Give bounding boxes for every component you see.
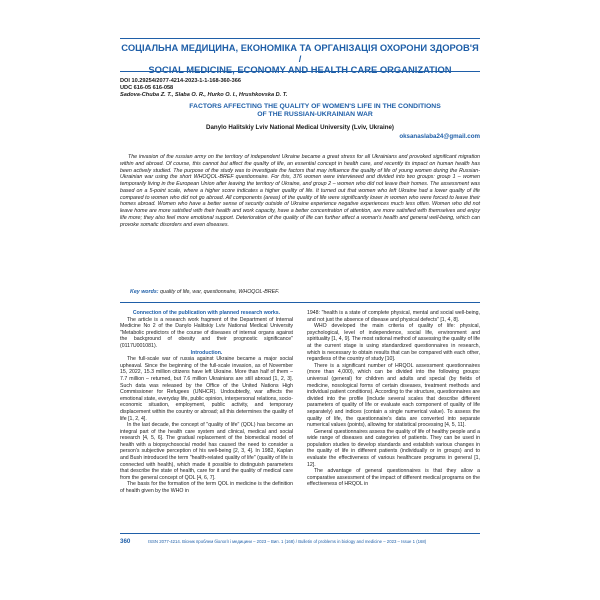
paragraph: There is a significant number of HRQOL assessment questionnaires (more than 4,000), which can be divided into the following groups: universal (general) for children and adults and special (by fields of medicine, nosological forms of certain diseases, treatment methods and individual patient conditions). According to the structure, questionnaires are divided into the profile (include several scales that describe different parameters of quality of life or evaluate each component of quality of life separately) and indices (contain a single numerical value). To assess the quality of life, the questionnaire's data are converted into separate numerical values (points), allowing for statistical processing [4, 5, 11]. [307, 362, 480, 429]
connection-heading: Connection of the publication with planned research works. [132, 310, 281, 316]
paragraph: The article is a research work fragment of the Department of Internal Medicine No 2 of the Danylo Halitskiy Lviv National Medical University "Metabolic predictors of the course of diseases of internal organs against the background of obesity and their prognostic significance" (0117U001081). [120, 316, 293, 349]
journal-footer: ISSN 2077-4214. Вісник проблем біології і медицини – 2023 – Вип. 1 (168) / Bulletin of problems in biology and medicine – 2023 – Issue 1 (168) [148, 539, 427, 544]
article-title-line2: OF THE RUSSIAN-UKRAINIAN WAR [257, 111, 373, 119]
udc: UDC 616-05 616-058 [120, 85, 174, 92]
header-rule-bottom [120, 71, 480, 72]
keywords-label: Key words: [130, 289, 159, 295]
authors: Sadova-Chuba Z. T., Slaba O. R., Hurko O. I., Hrushkovska D. T. [120, 92, 288, 99]
abstract: The invasion of the russian army on the territory of independent Ukraine became a great stress for all Ukrainians and provoked significant migration within and abroad. Of course, this cannot but affect the quality of life, an essential concept in health care, and recently its impact on human health has been actively studied. The purpose of the study was to investigate the factors that may influence the quality of life of young women during the Russian-Ukrainian war using the short WHOQOL-BREF questionnaire. For this, 376 women were interviewed and divided into two groups: group 1 – women temporarily living in the European Union after leaving the territory of Ukraine, and group 2 – women who did not leave their homes. The assessment was based on a 5-point scale, where a higher score indicates a higher quality of life. It turned out that women who left Ukraine had a lower quality of life compared to women who did not go abroad. All components (areas) of the quality of life were significantly lower in women who were forced to leave their homes abroad. Women who have a better sense of security outside of Ukraine experience negative experiences much less often. Women who did not leave home are more satisfied with their health and work capacity, have a better concentration of attention, are more satisfied with themselves and enjoy life more; they also feel more emotional support. Deterioration of the quality of life can further affect a woman's health and general well-being, which can provoke somatic disorders and even diseases. [120, 154, 480, 228]
divider [120, 302, 480, 303]
paragraph: In the last decade, the concept of "quality of life" (QOL) has become an integral part of the health care system and clinical, medical and social research [4, 5, 6]. The gradual replacement of the biomedical model of health with a biopsychosocial model has caused the need to consider a person's subjective perception of his well-being [2, 3, 4]. In 1982, Kaplan and Bush introduced the term "health-related quality of life" (quality of life is connected with health), which made it possible to distinguish parameters that describe the state of health, care for it and the quality of medical care from the general concept of QOL [4, 6, 7]. [120, 422, 293, 481]
paragraph: 1948: "health is a state of complete physical, mental and social well-being, and not just the absence of disease and physical defects" [1, 4, 8]. [307, 310, 480, 323]
paragraph: The basis for the formation of the term QOL in medicine is the definition of health given by the WHO in [120, 481, 293, 495]
author-email[interactable]: oksanaslaba24@gmail.com [399, 133, 480, 140]
article-meta [120, 78, 480, 100]
affiliation: Danylo Halitskiy Lviv National Medical University (Lviv, Ukraine) [206, 124, 394, 131]
paragraph: WHO developed the main criteria of quality of life: physical, psychological, level of independence, social life, environment and spirituality [1, 4, 9]. The most rational method of assessing the quality of life at the current stage is using standardized questionnaires in research, which is necessary to obtain results that can be compared with each other, regardless of the country of study [10]. [307, 323, 480, 363]
section-heading-en: SOCIAL MEDICINE, ECONOMY AND HEALTH CARE ORGANIZATION [148, 64, 452, 75]
header-rule-top [120, 38, 480, 39]
introduction-heading: Introduction. [190, 349, 223, 356]
article-title-line1: FACTORS AFFECTING THE QUALITY OF WOMEN'S LIFE IN THE CONDITIONS [189, 103, 441, 110]
right-column [307, 310, 480, 488]
footer-rule [120, 533, 480, 534]
page-number: 360 [120, 538, 131, 545]
paragraph: General questionnaires assess the quality of life of healthy people and a wide range of diseases and categories of patients. They can be used in population studies to develop standards and establish various changes in the quality of life in different patients (individually or in groups) and to evaluate the effectiveness of various healthcare programs in general [1, 12]. [307, 428, 480, 468]
paragraph: The advantage of general questionnaires is that they allow a comparative assessment of the impact of different medical programs on the effectiveness of HRQOL in [307, 468, 480, 488]
left-column [120, 310, 293, 495]
paragraph: The full-scale war of russia against Ukraine became a major social upheaval. Since the beginning of the full-scale invasion, as of November 15, 2022, 15.3 million citizens have left Ukraine. More than half of them – 7.7 million – returned, but 7.6 million Ukrainians are still abroad [1, 2, 3]. Such data was released by the Office of the United Nations High Commissioner for Refugees (UNHCR). Undoubtedly, war affects the emotional state, everyday life, public opinion, interpersonal relations, socio-economic situation, employment, public activity, and temporary displacement within the country or abroad; all this determines the quality of life [1, 2, 4]. [120, 356, 293, 422]
keywords-text: quality of life, war, questionnaire, WHOQOL-BREF. [160, 289, 280, 295]
section-heading-ua: СОЦІАЛЬНА МЕДИЦИНА, ЕКОНОМІКА ТА ОРГАНІЗАЦІЯ ОХОРОНИ ЗДОРОВ'Я / [121, 42, 479, 64]
doi: DOI 10.29254/2077-4214-2023-1-1-168-360-366 [120, 78, 241, 84]
keywords [130, 289, 279, 295]
article-title [150, 103, 480, 120]
